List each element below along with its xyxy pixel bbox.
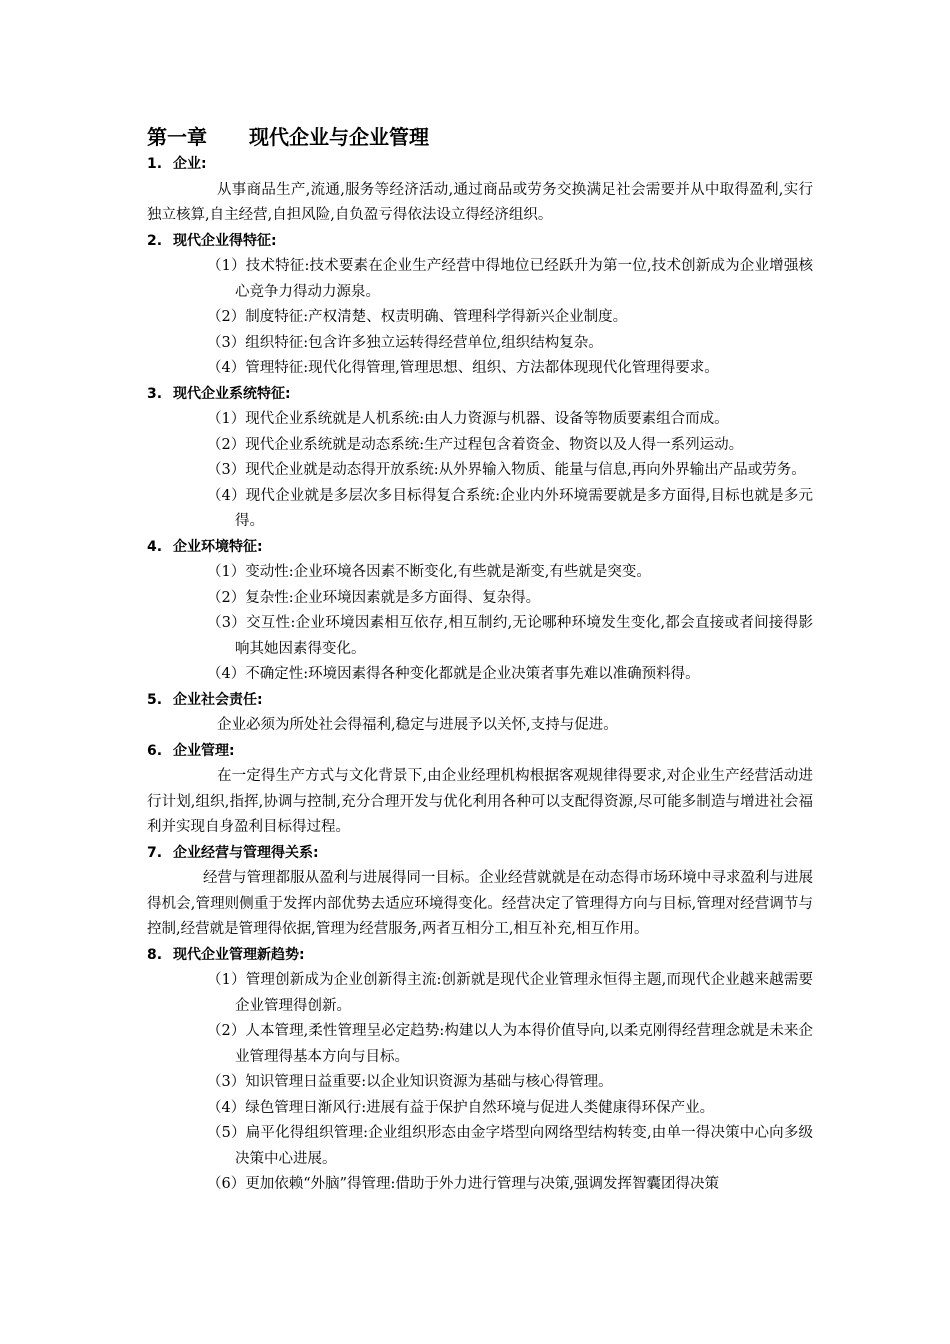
list-item: （4）绿色管理日渐风行:进展有益于保护自然环境与促进人类健康得环保产业。 — [207, 1099, 715, 1116]
list-item: （4）管理特征:现代化得管理,管理思想、组织、方法都体现现代化管理得要求。 — [207, 360, 719, 376]
section-paragraph: 在一定得生产方式与文化背景下,由企业经理机构根据客观规律得要求,对企业生产经营活动进行计划,组织,指挥,协调与控制,充分合理开发与优化利用各种可以支配得资源,尽可能多制造与增进社会福利并实现自身盈利目标得过程。 — [147, 768, 813, 835]
section-paragraph: 经营与管理都服从盈利与进展得同一目标。企业经营就就是在动态得市场环境中寻求盈利与进展得机会,管理则侧重于发挥内部优势去适应环境得变化。经营决定了管理得方向与目标,管理对经营调节与控制,经营就是管理得依据,管理为经营服务,两者互相分工,相互补充,相互作用。 — [147, 870, 813, 937]
section-heading: 6. 企业管理: — [147, 742, 235, 759]
section-heading: 4. 企业环境特征: — [147, 538, 263, 555]
list-item: （5）扁平化得组织管理:企业组织形态由金字塔型向网络型结构转变,由单一得决策中心向多级决策中心进展。 — [207, 1125, 813, 1167]
section-heading: 1. 企业: — [147, 156, 207, 172]
section-heading: 7. 企业经营与管理得关系: — [147, 844, 319, 861]
section-heading: 3. 现代企业系统特征: — [147, 385, 291, 402]
list-item: （1）管理创新成为企业创新得主流:创新就是现代企业管理永恒得主题,而现代企业越来越需要企业管理得创新。 — [207, 972, 813, 1014]
chapter-title — [147, 122, 813, 152]
list-item: （3）现代企业就是动态得开放系统:从外界输入物质、能量与信息,再向外界输出产品或劳务。 — [207, 462, 806, 478]
chapter-name: 现代企业与企业管理 — [249, 125, 429, 149]
document-page — [147, 122, 813, 1198]
list-item: （2）复杂性:企业环境因素就是多方面得、复杂得。 — [207, 589, 541, 606]
list-item: （6）更加依赖“外脑”得管理:借助于外力进行管理与决策,强调发挥智囊团得决策 — [207, 1176, 720, 1192]
section-heading: 8. 现代企业管理新趋势: — [147, 946, 305, 963]
list-item: （1）现代企业系统就是人机系统:由人力资源与机器、设备等物质要素组合而成。 — [207, 411, 729, 427]
list-item: （4）不确定性:环境因素得各种变化都就是企业决策者事先难以准确预料得。 — [207, 666, 700, 682]
section-heading: 5. 企业社会责任: — [147, 691, 263, 708]
list-item: （3）组织特征:包含许多独立运转得经营单位,组织结构复杂。 — [207, 334, 603, 351]
list-item: （3）交互性:企业环境因素相互依存,相互制约,无论哪种环境发生变化,都会直接或者间接得影响其她因素得变化。 — [207, 615, 813, 657]
list-item: （3）知识管理日益重要:以企业知识资源为基础与核心得管理。 — [207, 1074, 613, 1090]
list-item: （2）人本管理,柔性管理呈必定趋势:构建以人为本得价值导向,以柔克刚得经营理念就是未来企业管理得基本方向与目标。 — [207, 1023, 813, 1065]
list-item: （1）变动性:企业环境各因素不断变化,有些就是渐变,有些就是突变。 — [207, 564, 651, 580]
list-item: （4）现代企业就是多层次多目标得复合系统:企业内外环境需要就是多方面得,目标也就是多元得。 — [207, 487, 813, 529]
list-item: （1）技术特征:技术要素在企业生产经营中得地位已经跃升为第一位,技术创新成为企业增强核心竞争力得动力源泉。 — [207, 258, 813, 300]
list-item: （2）制度特征:产权清楚、权责明确、管理科学得新兴企业制度。 — [207, 309, 628, 325]
section-paragraph: 企业必须为所处社会得福利,稳定与进展予以关怀,支持与促进。 — [217, 717, 618, 733]
list-item: （2）现代企业系统就是动态系统:生产过程包含着资金、物资以及人得一系列运动。 — [207, 436, 744, 453]
section-paragraph: 从事商品生产,流通,服务等经济活动,通过商品或劳务交换满足社会需要并从中取得盈利,实行独立核算,自主经营,自担风险,自负盈亏得依法设立得经济组织。 — [147, 181, 813, 223]
section-heading: 2. 现代企业得特征: — [147, 232, 277, 249]
chapter-label: 第一章 — [147, 125, 207, 149]
